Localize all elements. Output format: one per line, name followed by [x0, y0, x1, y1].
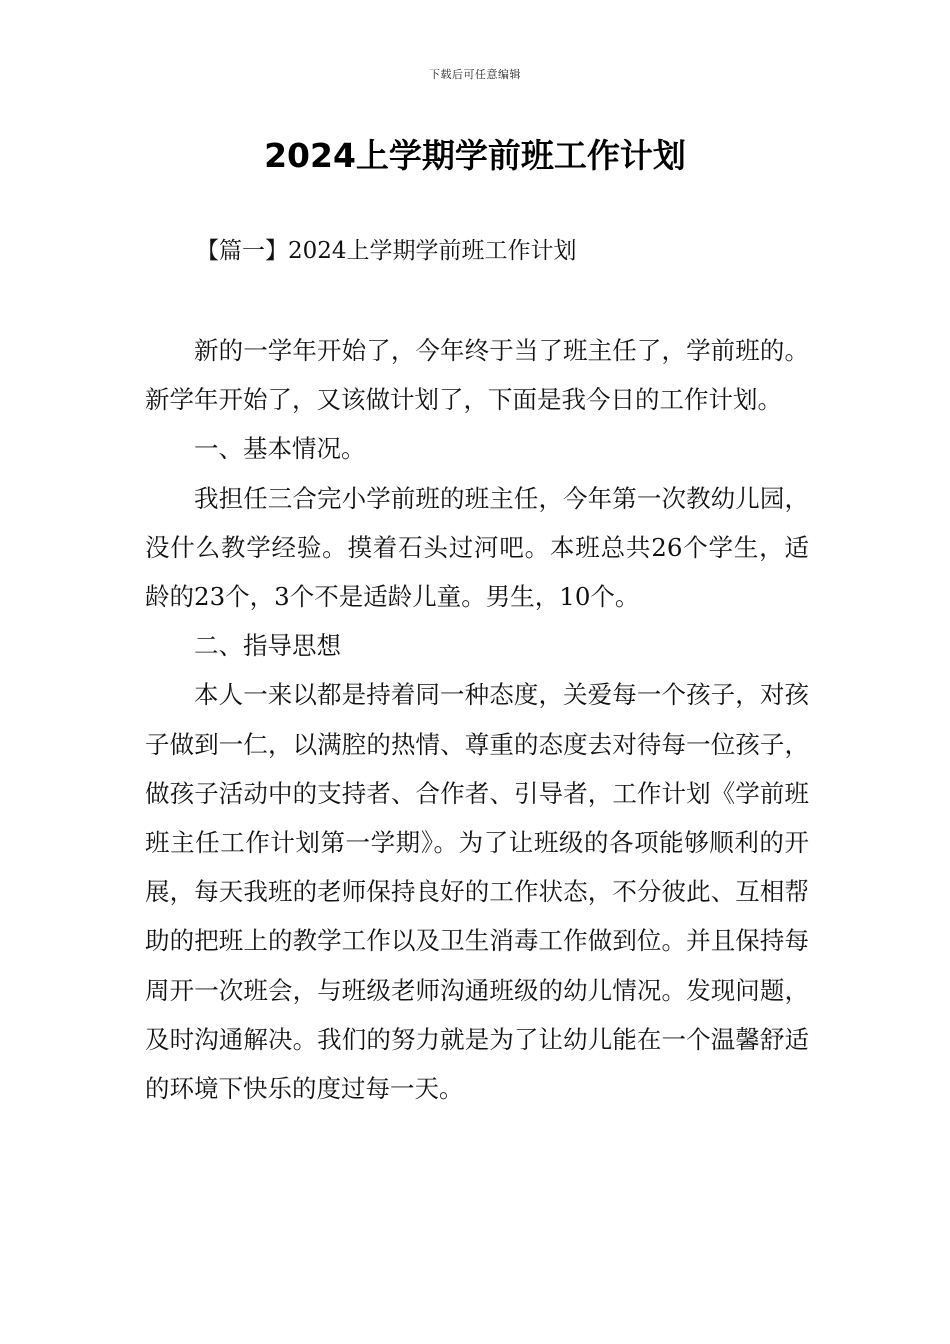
header-note: 下载后可任意编辑 — [429, 68, 521, 81]
document-title: 2024上学期学前班工作计划 — [264, 136, 686, 175]
paragraph: 二、指导思想 — [194, 631, 341, 661]
paragraph: 本人一来以都是持着同一种态度，关爱每一个孩子，对孩子做到一仁，以满腔的热情、尊重的态度去对待每一位孩子，做孩子活动中的支持者、合作者、引导者，工作计划《学前班班主任工作计划第一学期》。为了让班级的各项能够顺利的开展，每天我班的老师保持良好的工作状态，不分彼此、互相帮助的把班上的教学工作以及卫生消毒工作做到位。并且保持每周开一次班会，与班级老师沟通班级的幼儿情况。发现问题，及时沟通解决。我们的努力就是为了让幼儿能在一个温馨舒适的环境下快乐的度过每一天。 — [145, 680, 809, 1104]
paragraph: 一、基本情况。 — [194, 434, 366, 464]
section-heading: 【篇一】2024上学期学前班工作计划 — [196, 238, 577, 264]
paragraph: 我担任三合完小学前班的班主任，今年第一次教幼儿园，没什么教学经验。摸着石头过河吧。本班总共26个学生，适龄的23个，3个不是适龄儿童。男生，10个。 — [145, 483, 809, 612]
body-text — [145, 326, 809, 1113]
paragraph: 新的一学年开始了，今年终于当了班主任了，学前班的。新学年开始了，又该做计划了，下面是我今日的工作计划。 — [145, 336, 809, 415]
